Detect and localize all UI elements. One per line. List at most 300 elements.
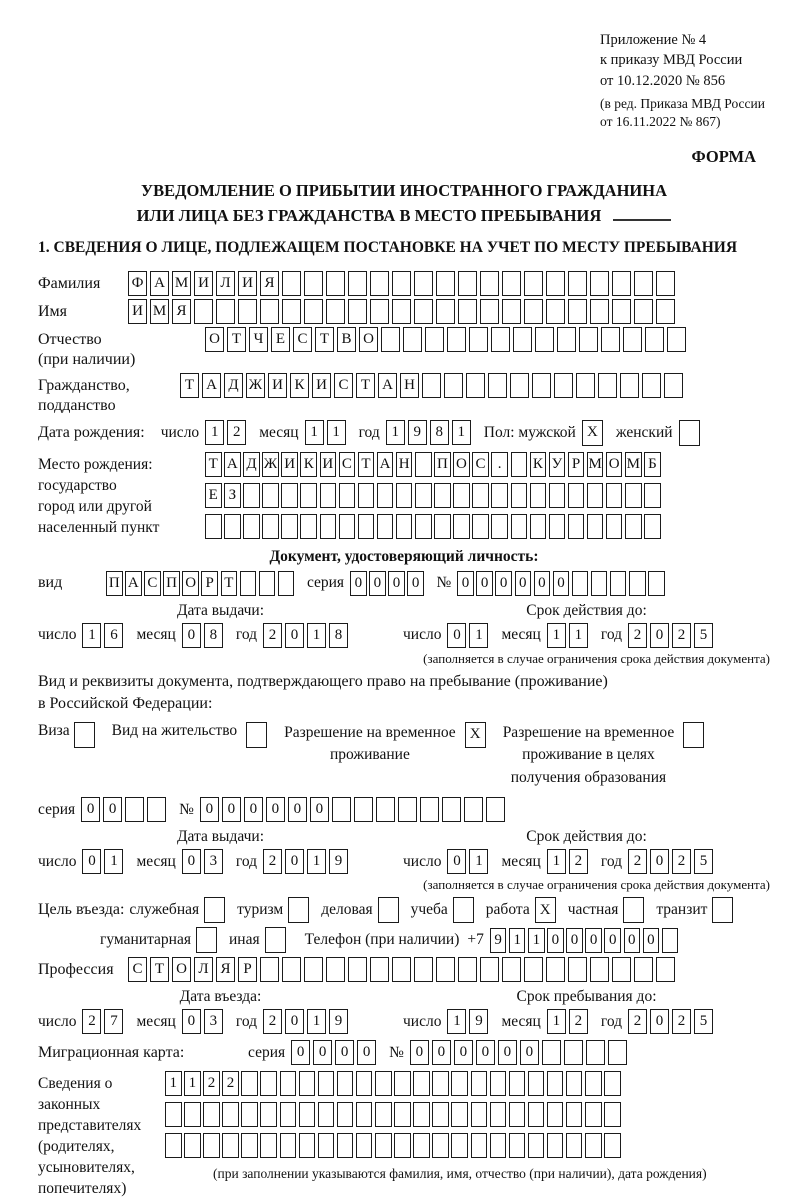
char-cell[interactable]: Т [221,571,238,596]
char-cell[interactable]: К [290,373,309,398]
char-cell[interactable] [480,271,499,296]
res-issue-year[interactable] [263,849,351,874]
char-cell[interactable] [222,1102,239,1127]
char-cell[interactable]: 0 [350,571,367,596]
char-cell[interactable]: 0 [495,571,512,596]
char-cell[interactable]: А [224,452,241,477]
char-cell[interactable] [222,1133,239,1158]
char-cell[interactable]: 0 [643,928,660,953]
char-cell[interactable] [546,299,565,324]
char-cell[interactable] [216,299,235,324]
char-cell[interactable] [491,514,508,539]
char-cell[interactable] [425,327,444,352]
char-cell[interactable] [612,271,631,296]
char-cell[interactable] [564,1040,583,1065]
char-cell[interactable]: И [268,373,287,398]
char-cell[interactable] [491,327,510,352]
char-cell[interactable] [337,1133,354,1158]
char-cell[interactable] [370,271,389,296]
char-cell[interactable] [634,957,653,982]
char-cell[interactable]: Ч [249,327,268,352]
char-cell[interactable] [414,957,433,982]
char-cell[interactable] [260,1133,277,1158]
char-cell[interactable]: 2 [672,849,691,874]
char-cell[interactable] [509,1133,526,1158]
char-cell[interactable] [377,483,394,508]
res-number-input[interactable] [200,797,508,822]
char-cell[interactable] [413,1133,430,1158]
char-cell[interactable]: О [172,957,191,982]
char-cell[interactable] [629,571,646,596]
char-cell[interactable] [566,1071,583,1096]
char-cell[interactable] [243,483,260,508]
char-cell[interactable] [471,1102,488,1127]
char-cell[interactable] [447,327,466,352]
char-cell[interactable]: 0 [200,797,219,822]
char-cell[interactable] [511,514,528,539]
char-cell[interactable]: М [172,271,191,296]
char-cell[interactable] [568,483,585,508]
char-cell[interactable] [422,373,441,398]
char-cell[interactable]: 0 [515,571,532,596]
char-cell[interactable]: 0 [457,571,474,596]
char-cell[interactable] [415,514,432,539]
char-cell[interactable] [511,452,528,477]
char-cell[interactable] [436,957,455,982]
char-cell[interactable] [451,1102,468,1127]
char-cell[interactable]: Я [216,957,235,982]
phone-input[interactable] [490,928,681,953]
char-cell[interactable] [442,797,461,822]
purpose-private-checkbox[interactable] [623,897,647,923]
char-cell[interactable] [644,483,661,508]
char-cell[interactable] [432,1071,449,1096]
char-cell[interactable] [511,483,528,508]
char-cell[interactable] [591,571,608,596]
char-cell[interactable] [165,1102,182,1127]
char-cell[interactable] [204,897,225,923]
char-cell[interactable]: Р [568,452,585,477]
char-cell[interactable]: 5 [694,623,713,648]
purpose-work-checkbox[interactable] [535,897,559,923]
char-cell[interactable] [471,1133,488,1158]
char-cell[interactable]: И [281,452,298,477]
char-cell[interactable]: 0 [454,1040,473,1065]
char-cell[interactable] [281,483,298,508]
char-cell[interactable]: 1 [386,420,405,445]
char-cell[interactable] [396,514,413,539]
char-cell[interactable] [590,957,609,982]
char-cell[interactable]: Ж [262,452,279,477]
purpose-study-checkbox[interactable] [453,897,477,923]
char-cell[interactable] [280,1071,297,1096]
char-cell[interactable]: 1 [104,849,123,874]
char-cell[interactable]: М [150,299,169,324]
char-cell[interactable] [381,327,400,352]
char-cell[interactable] [378,897,399,923]
visa-checkbox[interactable] [74,722,98,748]
char-cell[interactable] [184,1133,201,1158]
entry-month[interactable] [182,1009,226,1034]
char-cell[interactable]: 9 [408,420,427,445]
char-cell[interactable]: 0 [476,571,493,596]
char-cell[interactable]: 2 [628,1009,647,1034]
char-cell[interactable]: 2 [569,1009,588,1034]
char-cell[interactable]: 0 [432,1040,451,1065]
char-cell[interactable] [625,483,642,508]
char-cell[interactable]: 1 [82,623,101,648]
char-cell[interactable] [147,797,166,822]
char-cell[interactable]: 8 [204,623,223,648]
char-cell[interactable]: 8 [329,623,348,648]
representatives-line-2[interactable] [165,1102,707,1127]
char-cell[interactable]: Р [201,571,218,596]
profession-input[interactable] [128,957,678,982]
char-cell[interactable] [300,514,317,539]
char-cell[interactable] [502,271,521,296]
char-cell[interactable]: Л [194,957,213,982]
char-cell[interactable]: 6 [104,623,123,648]
birthplace-line-3[interactable] [205,514,663,539]
char-cell[interactable] [502,299,521,324]
char-cell[interactable] [667,327,686,352]
char-cell[interactable]: 5 [694,1009,713,1034]
char-cell[interactable]: Е [271,327,290,352]
char-cell[interactable] [535,327,554,352]
stay-until-day[interactable] [447,1009,491,1034]
res-issue-day[interactable] [82,849,126,874]
char-cell[interactable] [125,797,144,822]
char-cell[interactable] [370,299,389,324]
char-cell[interactable]: У [549,452,566,477]
char-cell[interactable] [679,420,700,446]
char-cell[interactable]: В [337,327,356,352]
char-cell[interactable]: С [144,571,161,596]
char-cell[interactable]: 0 [82,849,101,874]
char-cell[interactable]: 0 [266,797,285,822]
char-cell[interactable] [642,373,661,398]
char-cell[interactable] [606,483,623,508]
char-cell[interactable]: X [535,897,556,923]
char-cell[interactable] [471,1071,488,1096]
char-cell[interactable]: А [125,571,142,596]
char-cell[interactable] [414,271,433,296]
char-cell[interactable]: Б [644,452,661,477]
char-cell[interactable] [458,271,477,296]
char-cell[interactable] [480,299,499,324]
char-cell[interactable] [451,1133,468,1158]
char-cell[interactable] [712,897,733,923]
char-cell[interactable]: 0 [476,1040,495,1065]
char-cell[interactable]: П [163,571,180,596]
char-cell[interactable] [203,1133,220,1158]
char-cell[interactable]: 1 [205,420,224,445]
doc-type-input[interactable] [106,571,297,596]
char-cell[interactable]: 1 [569,623,588,648]
char-cell[interactable]: 1 [452,420,471,445]
char-cell[interactable] [288,897,309,923]
char-cell[interactable] [392,957,411,982]
char-cell[interactable] [260,1102,277,1127]
char-cell[interactable] [542,1040,561,1065]
char-cell[interactable] [260,299,279,324]
char-cell[interactable] [480,957,499,982]
char-cell[interactable] [466,373,485,398]
char-cell[interactable] [532,373,551,398]
purpose-tourism-checkbox[interactable] [288,897,312,923]
firstname-input[interactable] [128,299,678,324]
char-cell[interactable]: 1 [509,928,526,953]
char-cell[interactable] [549,483,566,508]
char-cell[interactable]: Т [150,957,169,982]
char-cell[interactable]: О [205,327,224,352]
char-cell[interactable]: 0 [288,797,307,822]
char-cell[interactable] [282,299,301,324]
char-cell[interactable]: . [491,452,508,477]
char-cell[interactable] [403,327,422,352]
char-cell[interactable]: А [378,373,397,398]
char-cell[interactable]: 2 [569,849,588,874]
char-cell[interactable] [598,373,617,398]
char-cell[interactable] [265,927,286,953]
char-cell[interactable] [332,797,351,822]
char-cell[interactable] [205,514,222,539]
temp-residence-checkbox[interactable] [465,722,489,748]
char-cell[interactable] [549,514,566,539]
char-cell[interactable] [664,373,683,398]
char-cell[interactable] [415,452,432,477]
char-cell[interactable]: 0 [182,623,201,648]
char-cell[interactable] [648,571,665,596]
char-cell[interactable]: Т [315,327,334,352]
char-cell[interactable]: 0 [388,571,405,596]
char-cell[interactable] [557,327,576,352]
char-cell[interactable] [432,1133,449,1158]
char-cell[interactable] [420,797,439,822]
char-cell[interactable] [612,957,631,982]
char-cell[interactable] [579,327,598,352]
char-cell[interactable] [377,514,394,539]
char-cell[interactable]: П [434,452,451,477]
char-cell[interactable]: 7 [104,1009,123,1034]
char-cell[interactable] [644,514,661,539]
char-cell[interactable] [528,1102,545,1127]
sex-male-checkbox[interactable] [582,420,606,446]
char-cell[interactable]: 0 [81,797,100,822]
doc-number-input[interactable] [457,571,667,596]
char-cell[interactable] [554,373,573,398]
char-cell[interactable] [634,271,653,296]
char-cell[interactable] [524,271,543,296]
char-cell[interactable] [326,957,345,982]
char-cell[interactable]: 0 [285,1009,304,1034]
char-cell[interactable]: 1 [547,849,566,874]
char-cell[interactable]: 2 [263,623,282,648]
stay-until-month[interactable] [547,1009,591,1034]
char-cell[interactable]: 2 [82,1009,101,1034]
char-cell[interactable] [530,514,547,539]
char-cell[interactable]: И [312,373,331,398]
char-cell[interactable] [530,483,547,508]
char-cell[interactable]: 0 [650,849,669,874]
doc-series-input[interactable] [350,571,426,596]
char-cell[interactable] [339,483,356,508]
char-cell[interactable] [524,299,543,324]
char-cell[interactable]: 0 [624,928,641,953]
char-cell[interactable]: 1 [469,849,488,874]
stay-until-year[interactable] [628,1009,716,1034]
char-cell[interactable] [196,927,217,953]
char-cell[interactable]: 1 [307,623,326,648]
char-cell[interactable] [318,1133,335,1158]
char-cell[interactable]: 0 [357,1040,376,1065]
char-cell[interactable] [320,514,337,539]
char-cell[interactable]: О [359,327,378,352]
char-cell[interactable] [453,483,470,508]
char-cell[interactable]: 1 [469,623,488,648]
char-cell[interactable] [612,299,631,324]
entry-year[interactable] [263,1009,351,1034]
char-cell[interactable] [568,271,587,296]
char-cell[interactable] [510,373,529,398]
char-cell[interactable]: О [453,452,470,477]
char-cell[interactable] [585,1071,602,1096]
char-cell[interactable]: Т [358,452,375,477]
char-cell[interactable]: Д [243,452,260,477]
char-cell[interactable] [601,327,620,352]
res-issue-month[interactable] [182,849,226,874]
citizenship-input[interactable] [180,373,686,398]
char-cell[interactable]: 8 [430,420,449,445]
char-cell[interactable] [625,514,642,539]
char-cell[interactable]: И [128,299,147,324]
char-cell[interactable]: А [202,373,221,398]
char-cell[interactable]: С [339,452,356,477]
char-cell[interactable]: 0 [369,571,386,596]
char-cell[interactable] [453,514,470,539]
char-cell[interactable] [370,957,389,982]
char-cell[interactable] [486,797,505,822]
char-cell[interactable]: 0 [285,849,304,874]
char-cell[interactable] [587,514,604,539]
char-cell[interactable] [376,797,395,822]
char-cell[interactable] [241,1102,258,1127]
char-cell[interactable]: 0 [547,928,564,953]
char-cell[interactable]: Ж [246,373,265,398]
char-cell[interactable] [326,271,345,296]
char-cell[interactable] [444,373,463,398]
char-cell[interactable] [604,1102,621,1127]
char-cell[interactable]: 2 [628,623,647,648]
char-cell[interactable] [656,299,675,324]
char-cell[interactable]: 2 [672,623,691,648]
char-cell[interactable] [354,797,373,822]
doc-valid-month[interactable] [547,623,591,648]
char-cell[interactable] [394,1102,411,1127]
res-valid-day[interactable] [447,849,491,874]
char-cell[interactable]: 9 [490,928,507,953]
char-cell[interactable] [572,571,589,596]
char-cell[interactable] [513,327,532,352]
char-cell[interactable] [436,271,455,296]
char-cell[interactable] [634,299,653,324]
char-cell[interactable]: И [194,271,213,296]
patronymic-input[interactable] [205,327,689,352]
char-cell[interactable] [451,1071,468,1096]
purpose-business-checkbox[interactable] [378,897,402,923]
char-cell[interactable] [413,1071,430,1096]
temp-residence-edu-checkbox[interactable] [683,722,707,748]
char-cell[interactable] [184,1102,201,1127]
char-cell[interactable] [241,1133,258,1158]
char-cell[interactable] [606,514,623,539]
char-cell[interactable] [262,483,279,508]
char-cell[interactable]: Н [396,452,413,477]
char-cell[interactable] [326,299,345,324]
char-cell[interactable] [586,1040,605,1065]
char-cell[interactable] [259,571,276,596]
char-cell[interactable] [528,1071,545,1096]
char-cell[interactable] [587,483,604,508]
char-cell[interactable] [280,1133,297,1158]
char-cell[interactable] [590,299,609,324]
char-cell[interactable]: С [472,452,489,477]
char-cell[interactable] [304,271,323,296]
char-cell[interactable]: 1 [547,623,566,648]
char-cell[interactable] [568,514,585,539]
char-cell[interactable] [590,271,609,296]
res-valid-year[interactable] [628,849,716,874]
char-cell[interactable] [165,1133,182,1158]
char-cell[interactable] [502,957,521,982]
char-cell[interactable]: 0 [335,1040,354,1065]
char-cell[interactable] [656,957,675,982]
char-cell[interactable] [434,514,451,539]
char-cell[interactable] [488,373,507,398]
birthplace-line-2[interactable] [205,483,663,508]
doc-issue-month[interactable] [182,623,226,648]
char-cell[interactable]: 1 [184,1071,201,1096]
char-cell[interactable]: 0 [313,1040,332,1065]
char-cell[interactable] [604,1133,621,1158]
char-cell[interactable] [546,957,565,982]
char-cell[interactable] [392,299,411,324]
char-cell[interactable] [458,957,477,982]
char-cell[interactable] [662,928,679,953]
residence-permit-checkbox[interactable] [246,722,270,748]
char-cell[interactable] [398,797,417,822]
char-cell[interactable] [260,957,279,982]
char-cell[interactable]: 0 [604,928,621,953]
char-cell[interactable] [262,514,279,539]
char-cell[interactable]: И [238,271,257,296]
char-cell[interactable] [623,327,642,352]
char-cell[interactable] [375,1102,392,1127]
char-cell[interactable] [434,483,451,508]
char-cell[interactable] [414,299,433,324]
char-cell[interactable] [490,1133,507,1158]
char-cell[interactable] [320,483,337,508]
purpose-other-checkbox[interactable] [265,927,289,953]
doc-valid-year[interactable] [628,623,716,648]
char-cell[interactable] [396,483,413,508]
char-cell[interactable]: 1 [327,420,346,445]
char-cell[interactable]: 2 [628,849,647,874]
char-cell[interactable] [358,483,375,508]
char-cell[interactable] [585,1102,602,1127]
res-series-input[interactable] [81,797,169,822]
char-cell[interactable] [318,1102,335,1127]
